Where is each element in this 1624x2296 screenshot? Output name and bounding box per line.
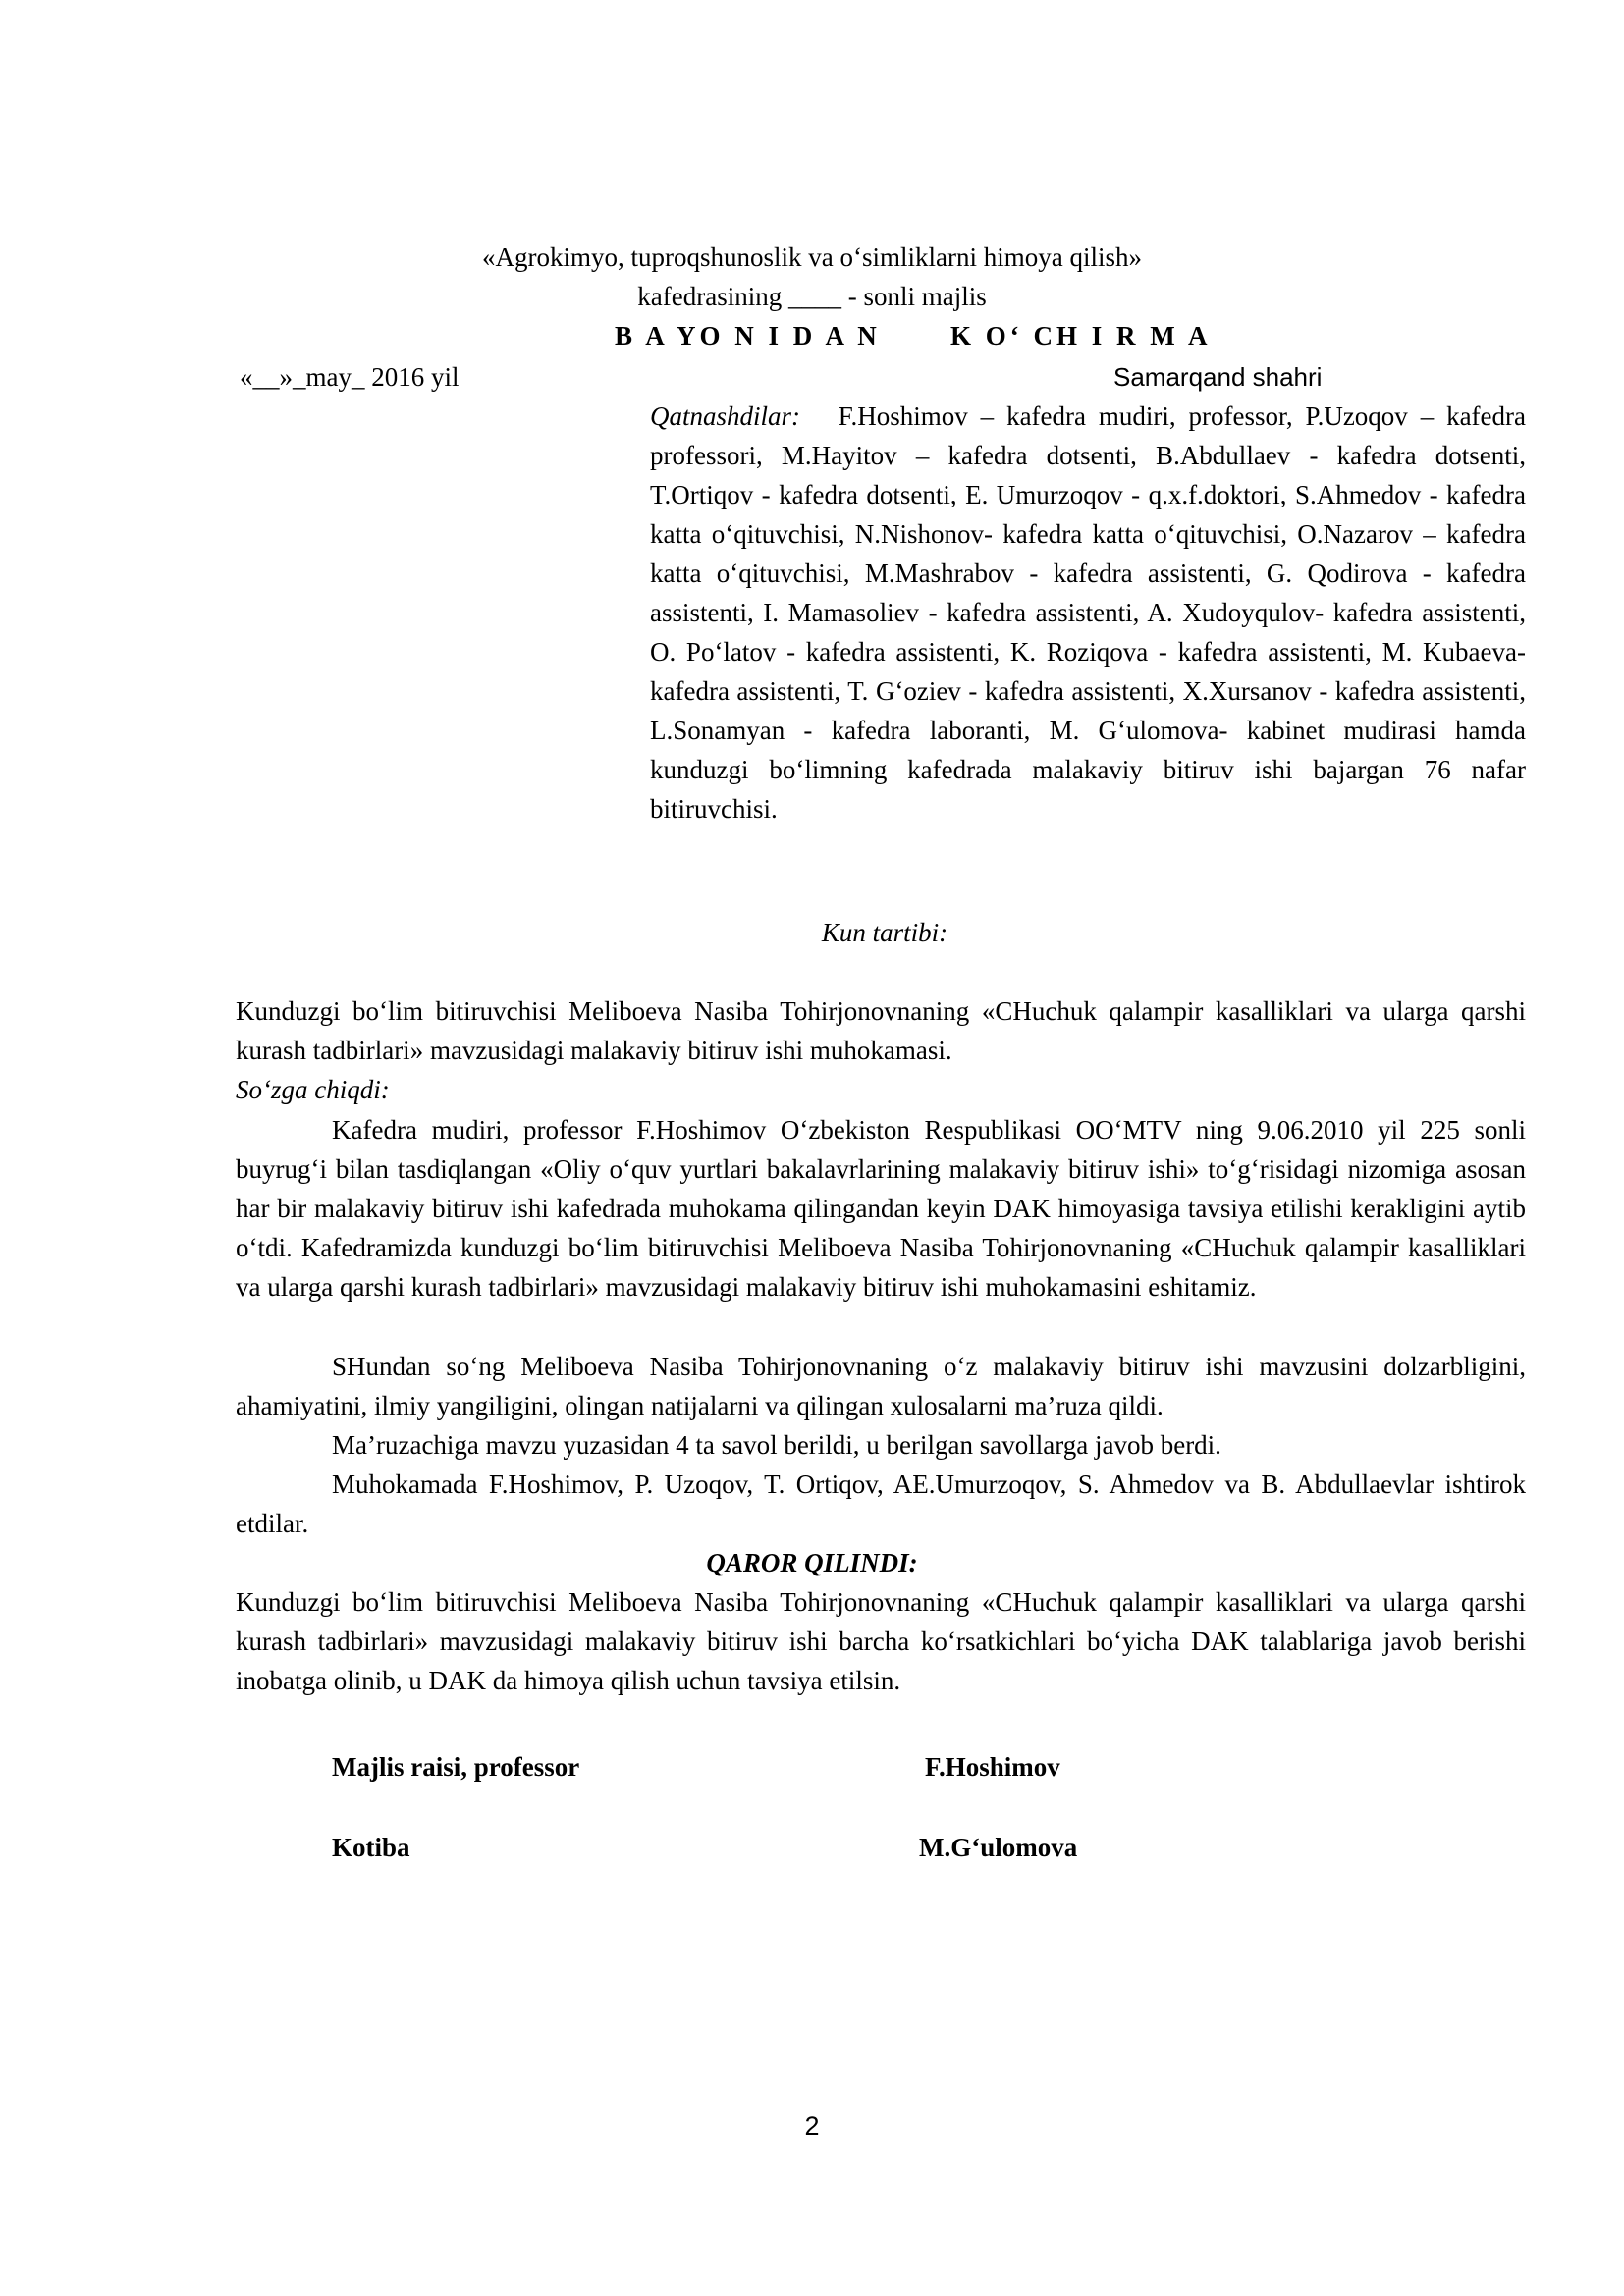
participants-block — [650, 397, 1526, 828]
secretary-title: Kotiba — [332, 1833, 410, 1862]
meeting-city: Samarqand shahri — [1113, 362, 1323, 392]
decision-heading: QAROR QILINDI: — [706, 1548, 918, 1577]
agenda-heading: Kun tartibi: — [821, 918, 948, 947]
participants-list: F.Hoshimov – kafedra mudiri, professor, P.Uzoqov – kafedra professori, M.Hayitov – kafedra dotsenti, B.Abdullaev - kafedra dotsenti, T.Ortiqov - kafedra dotsenti, E. Umurzoqov - q.x.f.doktori, S.Ahmedov - kafedra katta o‘qituvchisi, N.Nishonov- kafedra katta o‘qituvchisi, O.Nazarov – kafedra katta o‘qituvchisi, M.Mashrabov - kafedra assistenti, G. Qodirova - kafedra assistenti, I. Mamasoliev - kafedra assistenti, A. Xudoyqulov- kafedra assistenti, O. Po‘latov - kafedra assistenti, K. Roziqova - kafedra assistenti, M. Kubaeva- kafedra assistenti, T. G‘oziev - kafedra assistenti, X.Xursanov - kafedra assistenti, L.Sonamyan - kafedra laboranti, M. G‘ulomova- kabinet mudirasi hamda kunduzgi bo‘limning kafedrada malakaviy bitiruv ishi bajargan 76 nafar bitiruvchisi. — [650, 401, 1527, 824]
meeting-line: kafedrasining ____ - sonli majlis — [637, 282, 987, 311]
department-name: «Agrokimyo, tuproqshunoslik va o‘simliklarni himoya qilish» — [482, 242, 1142, 272]
speech-paragraph-1: Kafedra mudiri, professor F.Hoshimov O‘zbekiston Respublikasi OO‘MTV ning 9.06.2010 yil 225 sonli buyrug‘i bilan tasdiqlangan «Oliy o‘quv yurtlari bakalavrlarining malakaviy bitiruv ishi» to‘g‘risidagi nizomiga asosan har bir malakaviy bitiruv ishi kafedrada muhokama qilingandan keyin DAK himoyasiga tavsiya etilishi kerakligini aytib o‘tdi. Kafedramizda kunduzgi bo‘lim bitiruvchisi Meliboeva Nasiba Tohirjonovnaning «CHuchuk qalampir kasalliklari va ularga qarshi kurash tadbirlari» mavzusidagi malakaviy bitiruv ishi muhokamasini eshitamiz. — [236, 1115, 1526, 1302]
decision-text: Kunduzgi bo‘lim bitiruvchisi Meliboeva Nasiba Tohirjonovnaning «CHuchuk qalampir kasalliklari va ularga qarshi kurash tadbirlari» mavzusidagi malakaviy bitiruv ishi barcha ko‘rsatkichlari bo‘yicha DAK talablariga javob berishi inobatga olinib, u DAK da himoya qilish uchun tavsiya etilsin. — [236, 1587, 1526, 1695]
meeting-date: «__»_may_ 2016 yil — [240, 362, 460, 392]
doc-title-part2: K O‘ CH I R M A — [950, 321, 1212, 350]
agenda-text: Kunduzgi bo‘lim bitiruvchisi Meliboeva Nasiba Tohirjonovnaning «CHuchuk qalampir kasalliklari va ularga qarshi kurash tadbirlari» mavzusidagi malakaviy bitiruv ishi muhokamasi. — [236, 996, 1526, 1065]
chair-name: F.Hoshimov — [925, 1752, 1060, 1782]
participants-label: Qatnashdilar: — [650, 401, 801, 431]
secretary-name: M.G‘ulomova — [919, 1833, 1078, 1862]
speech-paragraph-2: SHundan so‘ng Meliboeva Nasiba Tohirjonovnaning o‘z malakaviy bitiruv ishi mavzusini dolzarbligini, ahamiyatini, ilmiy yangiligini, olingan natijalarni va qilingan xulosalarni ma’ruza qildi. — [236, 1352, 1526, 1420]
doc-title-part1: B A YO N I D A N — [615, 321, 881, 350]
speech-paragraph-4: Muhokamada F.Hoshimov, P. Uzoqov, T. Ortiqov, AE.Umurzoqov, S. Ahmedov va B. Abdullaevlar ishtirok etdilar. — [236, 1469, 1526, 1538]
chair-title: Majlis raisi, professor — [332, 1752, 580, 1782]
speech-paragraph-3: Ma’ruzachiga mavzu yuzasidan 4 ta savol berildi, u berilgan savollarga javob berdi. — [332, 1430, 1221, 1460]
speech-heading: So‘zga chiqdi: — [236, 1075, 390, 1104]
page-number: 2 — [804, 2111, 820, 2141]
